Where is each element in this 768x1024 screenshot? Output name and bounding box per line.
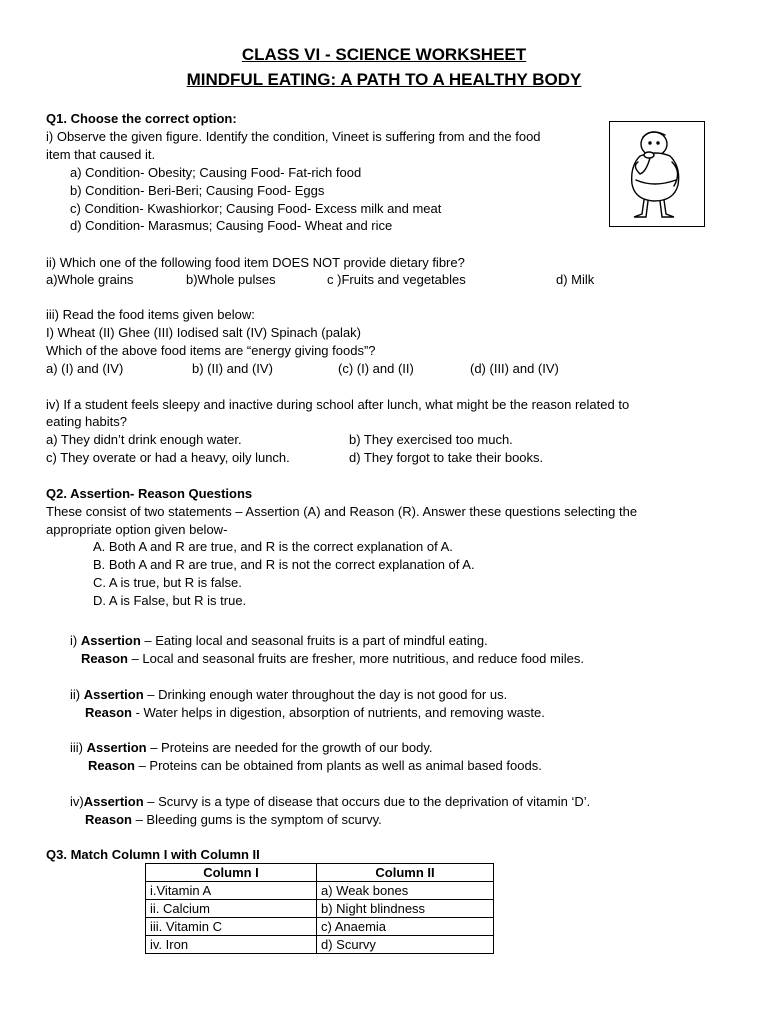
q3-heading: Q3. Match Column I with Column II <box>46 847 260 862</box>
column-2-cell: a) Weak bones <box>317 882 494 900</box>
q1-iv-text: iv) If a student feels sleepy and inactive during school after lunch, what might be the reason related to <box>46 397 630 412</box>
reason-label: Reason <box>88 758 135 773</box>
item-number: ii) <box>70 687 84 702</box>
assertion-label: Assertion <box>86 740 147 755</box>
q2-item-3-reason <box>88 757 542 775</box>
q2-item-4-reason <box>85 811 382 829</box>
assertion-text: – Proteins are needed for the growth of our body. <box>146 740 433 755</box>
q2-item-4-assertion <box>70 793 590 811</box>
table-row <box>146 900 494 918</box>
q2-intro: appropriate option given below- <box>46 522 228 537</box>
assertion-label: Assertion <box>83 687 144 702</box>
table-row <box>146 936 494 954</box>
reason-text: – Proteins can be obtained from plants as well as animal based foods. <box>134 758 542 773</box>
q1-iv-option-d: d) They forgot to take their books. <box>349 450 544 465</box>
q2-choice-c: C. A is true, but R is false. <box>93 575 242 590</box>
reason-text: – Bleeding gums is the symptom of scurvy. <box>131 812 382 827</box>
column-2-cell: d) Scurvy <box>317 936 494 954</box>
q1-iii-items: I) Wheat (II) Ghee (III) Iodised salt (IV) Spinach (palak) <box>46 325 362 340</box>
q1-i-option-a: a) Condition- Obesity; Causing Food- Fat-rich food <box>70 165 362 180</box>
column-1-cell: iii. Vitamin C <box>146 918 317 936</box>
reason-label: Reason <box>85 705 132 720</box>
q1-ii-text: ii) Which one of the following food item DOES NOT provide dietary fibre? <box>46 255 465 270</box>
q2-item-1-reason <box>81 650 584 668</box>
assertion-label: Assertion <box>83 794 144 809</box>
column-1-cell: i.Vitamin A <box>146 882 317 900</box>
q2-item-1-assertion <box>70 632 488 650</box>
q1-iv-option-a: a) They didn’t drink enough water. <box>46 432 242 447</box>
q1-ii-option-c: c )Fruits and vegetables <box>327 272 466 287</box>
item-number: i) <box>70 633 81 648</box>
q1-i-option-c: c) Condition- Kwashiorkor; Causing Food- Excess milk and meat <box>70 201 442 216</box>
q2-item-2-assertion <box>70 686 507 704</box>
obese-boy-eating-icon <box>610 122 703 225</box>
worksheet-subtitle: MINDFUL EATING: A PATH TO A HEALTHY BODY <box>186 70 582 89</box>
q1-iii-option-b: b) (II) and (IV) <box>192 361 273 376</box>
q1-i-option-d: d) Condition- Marasmus; Causing Food- Wheat and rice <box>70 218 393 233</box>
column-1-cell: iv. Iron <box>146 936 317 954</box>
assertion-text: – Drinking enough water throughout the day is not good for us. <box>143 687 508 702</box>
worksheet-title: CLASS VI - SCIENCE WORKSHEET <box>241 45 527 64</box>
q1-i-text: i) Observe the given figure. Identify the condition, Vineet is suffering from and the food <box>46 129 541 144</box>
assertion-text: – Scurvy is a type of disease that occurs due to the deprivation of vitamin ‘D’. <box>143 794 591 809</box>
q2-heading: Q2. Assertion- Reason Questions <box>46 486 253 501</box>
table-row <box>146 918 494 936</box>
item-number: iii) <box>70 740 87 755</box>
assertion-text: – Eating local and seasonal fruits is a part of mindful eating. <box>140 633 488 648</box>
q2-item-2-reason <box>85 704 545 722</box>
q1-ii-option-d: d) Milk <box>556 272 595 287</box>
column-2-header: Column II <box>317 864 494 882</box>
q1-heading: Q1. Choose the correct option: <box>46 111 237 126</box>
reason-label: Reason <box>81 651 128 666</box>
vineet-figure <box>609 121 705 227</box>
reason-text: - Water helps in digestion, absorption of nutrients, and removing waste. <box>131 705 545 720</box>
table-header-row <box>146 864 494 882</box>
q2-choice-d: D. A is False, but R is true. <box>93 593 247 608</box>
q2-choice-b: B. Both A and R are true, and R is not the correct explanation of A. <box>93 557 475 572</box>
q1-iv-text: eating habits? <box>46 414 127 429</box>
q1-iii-option-d: (d) (III) and (IV) <box>470 361 559 376</box>
column-1-header: Column I <box>146 864 317 882</box>
q1-iii-text: iii) Read the food items given below: <box>46 307 255 322</box>
q2-intro: These consist of two statements – Assertion (A) and Reason (R). Answer these questions selecting the <box>46 504 638 519</box>
q1-i-option-b: b) Condition- Beri-Beri; Causing Food- Eggs <box>70 183 325 198</box>
q1-iii-option-c: (c) (I) and (II) <box>338 361 414 376</box>
table-row <box>146 882 494 900</box>
q1-iv-option-c: c) They overate or had a heavy, oily lunch. <box>46 450 290 465</box>
assertion-label: Assertion <box>80 633 141 648</box>
q1-iv-option-b: b) They exercised too much. <box>349 432 513 447</box>
column-2-cell: c) Anaemia <box>317 918 494 936</box>
column-2-cell: b) Night blindness <box>317 900 494 918</box>
reason-label: Reason <box>85 812 132 827</box>
match-table <box>145 863 494 954</box>
q1-iii-question: Which of the above food items are “energy giving foods”? <box>46 343 376 358</box>
q1-ii-option-a: a)Whole grains <box>46 272 134 287</box>
q1-ii-option-b: b)Whole pulses <box>186 272 276 287</box>
q1-iii-option-a: a) (I) and (IV) <box>46 361 124 376</box>
item-number: iv) <box>70 794 84 809</box>
q2-choice-a: A. Both A and R are true, and R is the correct explanation of A. <box>93 539 453 554</box>
reason-text: – Local and seasonal fruits are fresher, more nutritious, and reduce food miles. <box>127 651 584 666</box>
q1-i-text: item that caused it. <box>46 147 156 162</box>
q2-item-3-assertion <box>70 739 433 757</box>
column-1-cell: ii. Calcium <box>146 900 317 918</box>
